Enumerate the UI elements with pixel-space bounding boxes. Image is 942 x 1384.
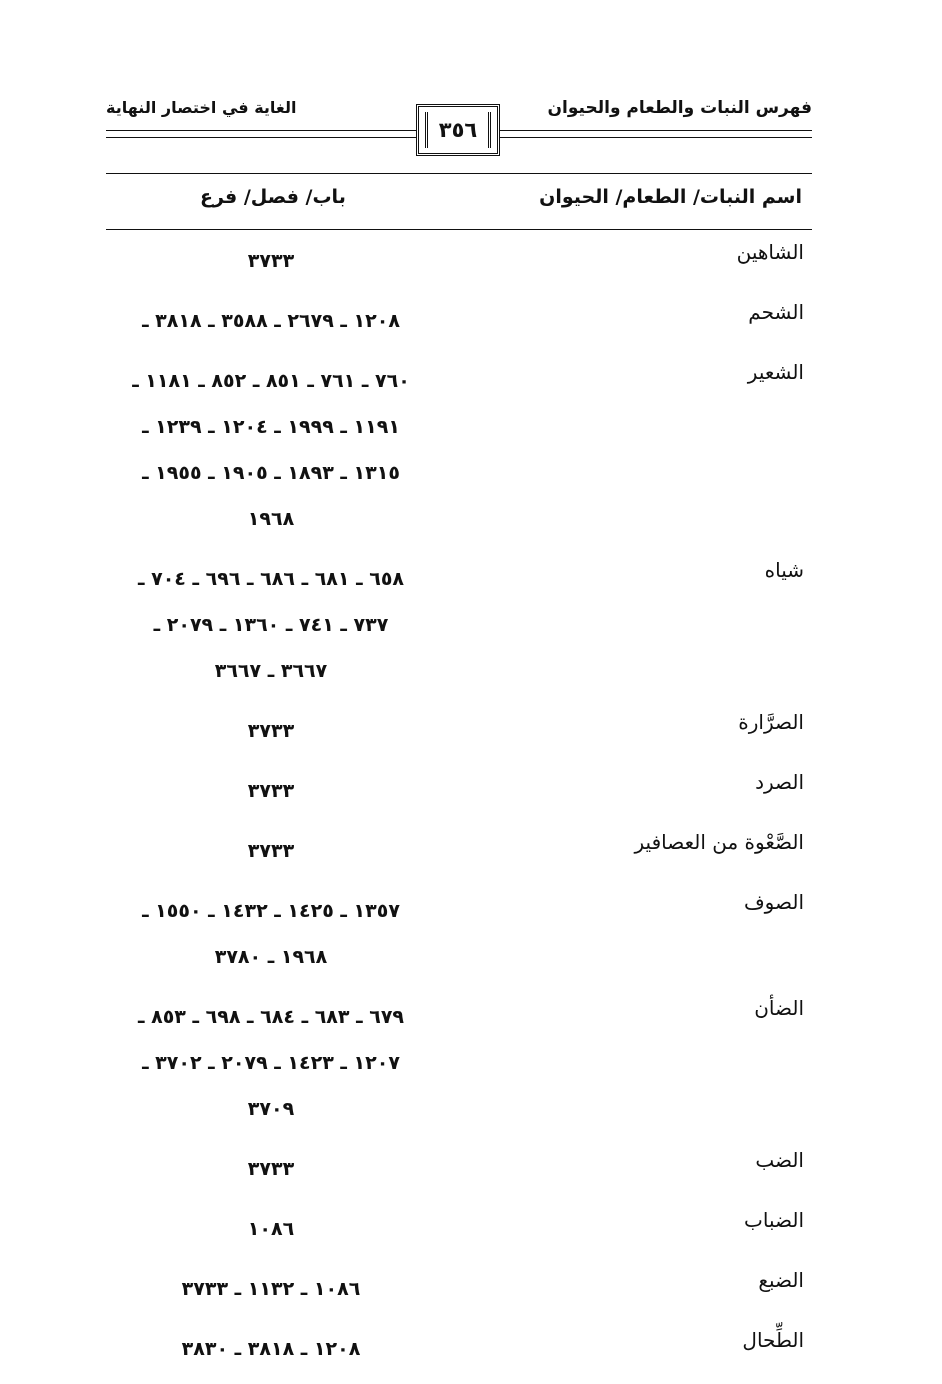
reference-line: ١٠٨٦ (247, 1218, 295, 1240)
reference-line: ٣٧٠٩ (247, 1098, 295, 1120)
column-header-name: اسم النبات/ الطعام/ الحيوان (539, 186, 802, 208)
reference-line: ١٠٨٦ ـ ١١٣٢ ـ ٣٧٣٣ (181, 1278, 361, 1300)
reference-line: ٣٧٣٣ (247, 250, 295, 272)
entry-references (106, 352, 436, 542)
entry-name: الصرَّارة (738, 710, 804, 734)
entry-name: الضأن (754, 996, 804, 1020)
entry-references (106, 1320, 436, 1372)
entry-references (106, 822, 436, 874)
entry-references (106, 550, 436, 694)
page-number: ٣٥٦ (425, 112, 491, 148)
reference-line: ١٩٦٨ (247, 508, 295, 530)
index-entry (106, 1200, 812, 1252)
index-entry (106, 1260, 812, 1312)
entry-name: الطِّحال (742, 1328, 804, 1352)
index-entry (106, 882, 812, 980)
index-list (106, 232, 812, 1372)
entry-name: الضبع (758, 1268, 804, 1292)
entry-references (106, 292, 436, 344)
reference-line: ٧٦٠ ـ ٧٦١ ـ ٨٥١ ـ ٨٥٢ ـ ١١٨١ ـ (132, 370, 410, 392)
reference-line: ٦٧٩ ـ ٦٨٣ ـ ٦٨٤ ـ ٦٩٨ ـ ٨٥٣ ـ (137, 1006, 405, 1028)
index-entry (106, 1140, 812, 1192)
index-entry (106, 762, 812, 814)
reference-line: ٣٧٣٣ (247, 840, 295, 862)
index-entry (106, 822, 812, 874)
index-entry (106, 702, 812, 754)
index-entry (106, 352, 812, 542)
entry-name: الشاهين (736, 240, 804, 264)
entry-references (106, 1140, 436, 1192)
reference-line: ٣٧٣٣ (247, 780, 295, 802)
entry-name: الشحم (748, 300, 804, 324)
table-header-rule (106, 229, 812, 230)
entry-references (106, 762, 436, 814)
page-number-frame (416, 104, 500, 156)
index-entry (106, 550, 812, 694)
reference-line: ٣٧٣٣ (247, 1158, 295, 1180)
entry-name: الصرد (755, 770, 804, 794)
index-entry (106, 232, 812, 284)
entry-references (106, 702, 436, 754)
index-entry (106, 292, 812, 344)
entry-references (106, 882, 436, 980)
entry-name: الشعير (747, 360, 804, 384)
entry-references (106, 1200, 436, 1252)
reference-line: ١١٩١ ـ ١٩٩٩ ـ ١٢٠٤ ـ ١٢٣٩ ـ (142, 416, 400, 438)
entry-references (106, 988, 436, 1132)
reference-line: ٦٥٨ ـ ٦٨١ ـ ٦٨٦ ـ ٦٩٦ ـ ٧٠٤ ـ (137, 568, 405, 590)
index-entry (106, 988, 812, 1132)
entry-name: الضباب (744, 1208, 804, 1232)
reference-line: ١٣١٥ ـ ١٨٩٣ ـ ١٩٠٥ ـ ١٩٥٥ ـ (142, 462, 400, 484)
running-title-right: فهرس النبات والطعام والحيوان (547, 98, 812, 118)
reference-line: ١٩٦٨ ـ ٣٧٨٠ (214, 946, 328, 968)
entry-name: الصَّعْوة من العصافير (634, 830, 804, 854)
entry-name: الصوف (743, 890, 804, 914)
table-top-rule (106, 173, 812, 174)
reference-line: ١٢٠٨ ـ ٢٦٧٩ ـ ٣٥٨٨ ـ ٣٨١٨ ـ (142, 310, 400, 332)
index-entry (106, 1320, 812, 1372)
reference-line: ٣٧٣٣ (247, 720, 295, 742)
reference-line: ٧٣٧ ـ ٧٤١ ـ ١٣٦٠ ـ ٢٠٧٩ ـ (153, 614, 389, 636)
entry-references (106, 1260, 436, 1312)
reference-line: ١٣٥٧ ـ ١٤٢٥ ـ ١٤٣٢ ـ ١٥٥٠ ـ (142, 900, 400, 922)
entry-name: الضب (755, 1148, 804, 1172)
entry-name: شياه (764, 558, 804, 582)
entry-references (106, 232, 436, 284)
running-title-left: الغاية في اختصار النهاية (106, 98, 297, 117)
page-header (0, 0, 942, 180)
reference-line: ١٢٠٧ ـ ١٤٢٣ ـ ٢٠٧٩ ـ ٣٧٠٢ ـ (142, 1052, 400, 1074)
column-header-reference: باب/ فصل/ فرع (200, 186, 346, 208)
reference-line: ٣٦٦٧ ـ ٣٦٦٧ (214, 660, 328, 682)
reference-line: ١٢٠٨ ـ ٣٨١٨ ـ ٣٨٣٠ (181, 1338, 361, 1360)
